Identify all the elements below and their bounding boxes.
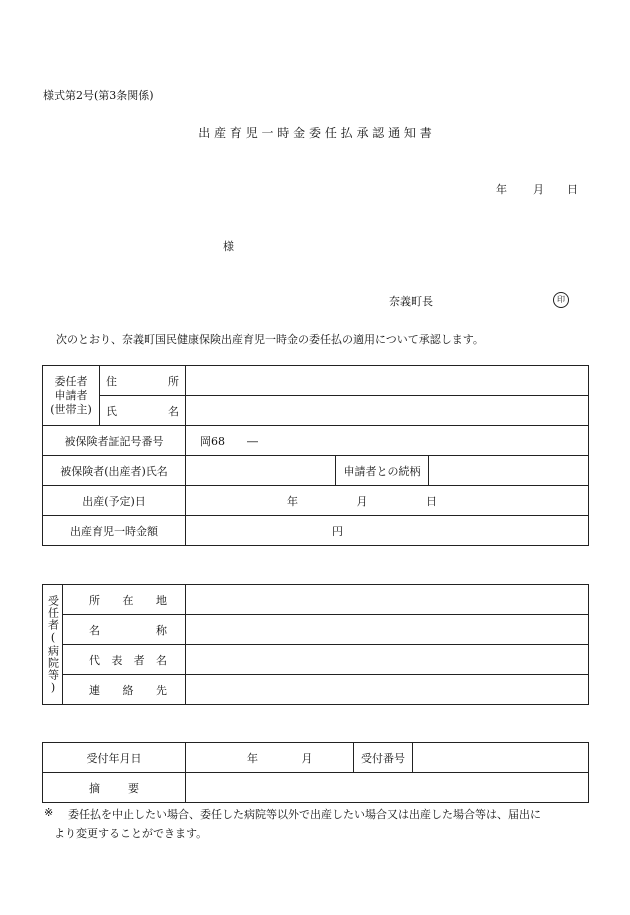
receipt-date-value[interactable] (186, 743, 354, 773)
location-label-char: 在 (122, 593, 134, 607)
summary-label-cell (43, 773, 186, 803)
footnote-line-1: 委任払を中止したい場合、委任した病院等以外で出産したい場合又は出産した場合等は、届出に (68, 808, 541, 821)
addressee-suffix: 様 (223, 240, 234, 253)
address-value-cell[interactable] (186, 366, 589, 396)
insurance-number-label: 被保険者証記号番号 (43, 426, 186, 456)
receipt-number-value[interactable] (413, 743, 589, 773)
representative-value[interactable] (186, 645, 589, 675)
birth-year-unit: 年 (287, 494, 298, 508)
address-label-char: 所 (168, 374, 179, 388)
amount-value[interactable] (186, 516, 589, 546)
representative-label-char: 者 (133, 653, 145, 667)
contact-label-char: 連 (89, 683, 100, 697)
address-label-char: 住 (106, 374, 117, 388)
facility-name-label-char: 称 (156, 623, 167, 637)
summary-value[interactable] (186, 773, 589, 803)
applicant-table (42, 365, 589, 546)
birth-day-unit: 日 (426, 494, 437, 508)
delegator-label-line: 委任者 (54, 374, 88, 388)
representative-label-cell (63, 645, 186, 675)
birth-date-label: 出産(予定)日 (43, 486, 186, 516)
facility-name-label-char: 名 (89, 623, 100, 637)
contact-label-cell (63, 675, 186, 705)
summary-label-char: 摘 (89, 781, 100, 795)
receipt-year-unit: 年 (247, 751, 258, 765)
name-label-char: 名 (168, 404, 179, 418)
contact-label-char: 絡 (122, 683, 134, 697)
delegator-label-line: 申請者 (54, 388, 88, 402)
delegatee-table (42, 584, 589, 705)
receipt-month-unit: 月 (301, 751, 313, 765)
insurance-number-value[interactable]: 岡68 ― (186, 426, 589, 456)
contact-value[interactable] (186, 675, 589, 705)
delegator-label-cell (43, 366, 100, 426)
document-title: 出 産 育 児 一 時 金 委 任 払 承 認 通 知 書 (198, 126, 432, 140)
footnote-mark: ※ (44, 806, 54, 819)
representative-label-char: 代 (89, 653, 100, 667)
location-label-cell (63, 585, 186, 615)
name-label-char: 氏 (106, 404, 117, 418)
amount-label: 出産育児一時金額 (43, 516, 186, 546)
form-number: 様式第2号(第3条関係) (43, 89, 154, 102)
date-year: 年 (496, 183, 507, 196)
name-label-cell (100, 396, 186, 426)
amount-unit: 円 (332, 524, 343, 538)
name-value-cell[interactable] (186, 396, 589, 426)
representative-label-char: 表 (111, 653, 123, 667)
insured-name-value[interactable] (186, 456, 336, 486)
intro-text: 次のとおり、奈義町国民健康保険出産育児一時金の委任払の適用について承認します。 (56, 333, 484, 346)
seal-mark (553, 292, 569, 308)
relation-label: 申請者との続柄 (336, 456, 429, 486)
contact-label-char: 先 (156, 683, 167, 697)
delegator-label-line: (世帯主) (50, 402, 92, 416)
footnote-line-2: より変更することができます。 (54, 827, 208, 840)
location-value[interactable] (186, 585, 589, 615)
summary-label-char: 要 (128, 781, 139, 795)
location-label-char: 所 (89, 593, 100, 607)
receipt-table (42, 742, 589, 803)
relation-value[interactable] (429, 456, 589, 486)
address-label-cell (100, 366, 186, 396)
receipt-date-label: 受付年月日 (43, 743, 186, 773)
receipt-number-label: 受付番号 (354, 743, 413, 773)
date-month: 月 (533, 183, 544, 196)
birth-date-value[interactable] (186, 486, 589, 516)
facility-name-value[interactable] (186, 615, 589, 645)
date-day: 日 (567, 183, 578, 196)
representative-label-char: 名 (155, 653, 167, 667)
location-label-char: 地 (156, 593, 167, 607)
seal-icon: 印 (553, 292, 569, 308)
issuer-title: 奈義町長 (389, 295, 433, 308)
birth-month-unit: 月 (356, 494, 368, 508)
insured-name-label: 被保険者(出産者)氏名 (43, 456, 186, 486)
delegatee-label: 受任者(病院等) (43, 585, 63, 705)
facility-name-label-cell (63, 615, 186, 645)
